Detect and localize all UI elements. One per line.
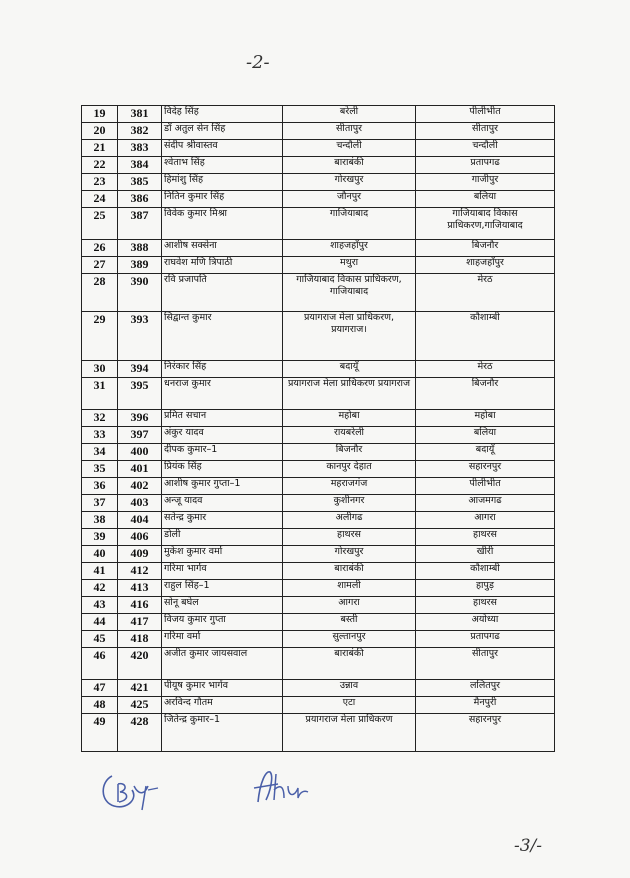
next-page-marker: -3/-	[514, 836, 543, 856]
table-row	[82, 680, 555, 697]
table-row	[82, 597, 555, 614]
table-row	[82, 140, 555, 157]
to-district-cell: कौशाम्बी	[416, 312, 555, 361]
from-district-cell: महोबा	[283, 410, 416, 427]
serial-number-cell: 41	[82, 563, 118, 580]
to-district-cell: प्रतापगढ	[416, 157, 555, 174]
serial-number-cell: 35	[82, 461, 118, 478]
table-row	[82, 274, 555, 312]
to-district-cell: प्रतापगढ	[416, 631, 555, 648]
from-district-cell: आगरा	[283, 597, 416, 614]
serial-number-cell: 45	[82, 631, 118, 648]
table-row	[82, 631, 555, 648]
name-cell: सिद्वान्त कुमार	[162, 312, 283, 361]
to-district-cell: मेरठ	[416, 274, 555, 312]
roll-number-cell: 412	[118, 563, 162, 580]
name-cell: विजय कुमार गुप्ता	[162, 614, 283, 631]
to-district-cell: आजमगढ	[416, 495, 555, 512]
name-cell: अजीत कुमार जायसवाल	[162, 648, 283, 680]
serial-number-cell: 36	[82, 478, 118, 495]
serial-number-cell: 39	[82, 529, 118, 546]
name-cell: सोनू बघेल	[162, 597, 283, 614]
serial-number-cell: 28	[82, 274, 118, 312]
from-district-cell: एटा	[283, 697, 416, 714]
name-cell: सतेन्द्र कुमार	[162, 512, 283, 529]
to-district-cell: चन्दौली	[416, 140, 555, 157]
name-cell: संदीप श्रीवास्तव	[162, 140, 283, 157]
from-district-cell: सुल्तानपुर	[283, 631, 416, 648]
serial-number-cell: 37	[82, 495, 118, 512]
from-district-cell: कानपुर देहात	[283, 461, 416, 478]
signature-left	[98, 768, 178, 818]
serial-number-cell: 34	[82, 444, 118, 461]
table-row	[82, 106, 555, 123]
to-district-cell: हाथरस	[416, 529, 555, 546]
roll-number-cell: 400	[118, 444, 162, 461]
table-row	[82, 123, 555, 140]
to-district-cell: बलिया	[416, 191, 555, 208]
serial-number-cell: 22	[82, 157, 118, 174]
name-cell: निरंकार सिंह	[162, 361, 283, 378]
from-district-cell: बिजनौर	[283, 444, 416, 461]
roll-number-cell: 381	[118, 106, 162, 123]
from-district-cell: चन्दौली	[283, 140, 416, 157]
name-cell: हिमांशु सिंह	[162, 174, 283, 191]
from-district-cell: बाराबंकी	[283, 563, 416, 580]
roll-number-cell: 404	[118, 512, 162, 529]
roll-number-cell: 396	[118, 410, 162, 427]
table-row	[82, 208, 555, 240]
from-district-cell: मथुरा	[283, 257, 416, 274]
roll-number-cell: 416	[118, 597, 162, 614]
roll-number-cell: 425	[118, 697, 162, 714]
table-row	[82, 257, 555, 274]
table-row	[82, 495, 555, 512]
serial-number-cell: 19	[82, 106, 118, 123]
name-cell: विवेक कुमार मिश्रा	[162, 208, 283, 240]
from-district-cell: महराजगंज	[283, 478, 416, 495]
to-district-cell: सहारनपुर	[416, 714, 555, 752]
from-district-cell: बाराबंकी	[283, 648, 416, 680]
roll-number-cell: 397	[118, 427, 162, 444]
table-row	[82, 378, 555, 410]
name-cell: राहुल सिंह–1	[162, 580, 283, 597]
roll-number-cell: 383	[118, 140, 162, 157]
table-row	[82, 427, 555, 444]
serial-number-cell: 30	[82, 361, 118, 378]
table-row	[82, 410, 555, 427]
name-cell: राघवेश मणि त्रिपाठी	[162, 257, 283, 274]
name-cell: नितिन कुमार सिंह	[162, 191, 283, 208]
roll-number-cell: 384	[118, 157, 162, 174]
table-row	[82, 361, 555, 378]
roll-number-cell: 395	[118, 378, 162, 410]
from-district-cell: शाहजहाँपुर	[283, 240, 416, 257]
name-cell: डॉ अतुल सेन सिंह	[162, 123, 283, 140]
name-cell: प्रमित सचान	[162, 410, 283, 427]
to-district-cell: शाहजहाँपुर	[416, 257, 555, 274]
serial-number-cell: 33	[82, 427, 118, 444]
to-district-cell: बिजनौर	[416, 378, 555, 410]
to-district-cell: बिजनौर	[416, 240, 555, 257]
serial-number-cell: 29	[82, 312, 118, 361]
serial-number-cell: 32	[82, 410, 118, 427]
name-cell: अरविन्द गौतम	[162, 697, 283, 714]
name-cell: गरिमा वर्मा	[162, 631, 283, 648]
roll-number-cell: 417	[118, 614, 162, 631]
to-district-cell: पीलीभीत	[416, 478, 555, 495]
table-row	[82, 614, 555, 631]
table-row	[82, 529, 555, 546]
roll-number-cell: 403	[118, 495, 162, 512]
from-district-cell: गोरखपुर	[283, 174, 416, 191]
transfer-table	[81, 105, 555, 752]
serial-number-cell: 43	[82, 597, 118, 614]
table-row	[82, 580, 555, 597]
to-district-cell: खीरी	[416, 546, 555, 563]
table-row	[82, 648, 555, 680]
table-row	[82, 714, 555, 752]
roll-number-cell: 421	[118, 680, 162, 697]
name-cell: धनराज कुमार	[162, 378, 283, 410]
from-district-cell: प्रयागराज मेला प्राधिकरण, प्रयागराज।	[283, 312, 416, 361]
table-row	[82, 157, 555, 174]
roll-number-cell: 428	[118, 714, 162, 752]
roll-number-cell: 390	[118, 274, 162, 312]
to-district-cell: बदायूँ	[416, 444, 555, 461]
serial-number-cell: 46	[82, 648, 118, 680]
serial-number-cell: 44	[82, 614, 118, 631]
roll-number-cell: 401	[118, 461, 162, 478]
to-district-cell: हापुड़	[416, 580, 555, 597]
roll-number-cell: 418	[118, 631, 162, 648]
name-cell: रवि प्रजापति	[162, 274, 283, 312]
from-district-cell: बस्ती	[283, 614, 416, 631]
serial-number-cell: 20	[82, 123, 118, 140]
name-cell: श्वेताभ सिंह	[162, 157, 283, 174]
table-row	[82, 240, 555, 257]
to-district-cell: गाजियाबाद विकास प्राधिकरण,गाजियाबाद	[416, 208, 555, 240]
from-district-cell: हाथरस	[283, 529, 416, 546]
table-row	[82, 546, 555, 563]
to-district-cell: बलिया	[416, 427, 555, 444]
signature-right	[244, 762, 324, 812]
roll-number-cell: 385	[118, 174, 162, 191]
table-row	[82, 478, 555, 495]
to-district-cell: आगरा	[416, 512, 555, 529]
serial-number-cell: 23	[82, 174, 118, 191]
from-district-cell: सीतापुर	[283, 123, 416, 140]
roll-number-cell: 394	[118, 361, 162, 378]
from-district-cell: प्रयागराज मेला प्राधिकरण	[283, 714, 416, 752]
roll-number-cell: 402	[118, 478, 162, 495]
roll-number-cell: 387	[118, 208, 162, 240]
to-district-cell: अयोध्या	[416, 614, 555, 631]
roll-number-cell: 393	[118, 312, 162, 361]
serial-number-cell: 24	[82, 191, 118, 208]
roll-number-cell: 382	[118, 123, 162, 140]
serial-number-cell: 21	[82, 140, 118, 157]
name-cell: मुकेश कुमार वर्मा	[162, 546, 283, 563]
serial-number-cell: 27	[82, 257, 118, 274]
from-district-cell: बाराबंकी	[283, 157, 416, 174]
page-number-marker: -2-	[246, 52, 270, 73]
to-district-cell: सीतापुर	[416, 123, 555, 140]
roll-number-cell: 406	[118, 529, 162, 546]
table-row	[82, 512, 555, 529]
name-cell: डोली	[162, 529, 283, 546]
roll-number-cell: 409	[118, 546, 162, 563]
from-district-cell: गोरखपुर	[283, 546, 416, 563]
name-cell: प्रियंक सिंह	[162, 461, 283, 478]
roll-number-cell: 420	[118, 648, 162, 680]
from-district-cell: शामली	[283, 580, 416, 597]
roll-number-cell: 386	[118, 191, 162, 208]
from-district-cell: बरेली	[283, 106, 416, 123]
serial-number-cell: 38	[82, 512, 118, 529]
to-district-cell: महोबा	[416, 410, 555, 427]
serial-number-cell: 42	[82, 580, 118, 597]
to-district-cell: पीलीभीत	[416, 106, 555, 123]
to-district-cell: मैनपुरी	[416, 697, 555, 714]
from-district-cell: गाजियाबाद	[283, 208, 416, 240]
table-row	[82, 697, 555, 714]
table-row	[82, 461, 555, 478]
from-district-cell: उन्नाव	[283, 680, 416, 697]
to-district-cell: सीतापुर	[416, 648, 555, 680]
name-cell: आशीष सक्सेना	[162, 240, 283, 257]
table-row	[82, 563, 555, 580]
from-district-cell: जौनपुर	[283, 191, 416, 208]
from-district-cell: रायबरेली	[283, 427, 416, 444]
to-district-cell: मेरठ	[416, 361, 555, 378]
name-cell: दीपक कुमार–1	[162, 444, 283, 461]
table-row	[82, 312, 555, 361]
name-cell: अन्जू यादव	[162, 495, 283, 512]
roll-number-cell: 389	[118, 257, 162, 274]
serial-number-cell: 31	[82, 378, 118, 410]
serial-number-cell: 49	[82, 714, 118, 752]
to-district-cell: कौशाम्बी	[416, 563, 555, 580]
to-district-cell: ललितपुर	[416, 680, 555, 697]
table-body	[82, 106, 555, 752]
serial-number-cell: 25	[82, 208, 118, 240]
to-district-cell: गाजीपुर	[416, 174, 555, 191]
roll-number-cell: 413	[118, 580, 162, 597]
from-district-cell: प्रयागराज मेला प्राधिकरण प्रयागराज	[283, 378, 416, 410]
serial-number-cell: 26	[82, 240, 118, 257]
name-cell: आशीष कुमार गुप्ता–1	[162, 478, 283, 495]
serial-number-cell: 47	[82, 680, 118, 697]
serial-number-cell: 40	[82, 546, 118, 563]
from-district-cell: बदायूँ	[283, 361, 416, 378]
table-row	[82, 191, 555, 208]
serial-number-cell: 48	[82, 697, 118, 714]
name-cell: गरिमा भार्गव	[162, 563, 283, 580]
table-row	[82, 444, 555, 461]
table-row	[82, 174, 555, 191]
to-district-cell: हाथरस	[416, 597, 555, 614]
to-district-cell: सहारनपुर	[416, 461, 555, 478]
name-cell: विदेह सिंह	[162, 106, 283, 123]
roll-number-cell: 388	[118, 240, 162, 257]
from-district-cell: अलीगढ	[283, 512, 416, 529]
from-district-cell: गाजियाबाद विकास प्राधिकरण, गाजियाबाद	[283, 274, 416, 312]
name-cell: अंकुर यादव	[162, 427, 283, 444]
name-cell: जितेन्द्र कुमार–1	[162, 714, 283, 752]
name-cell: पीयूष कुमार भार्गव	[162, 680, 283, 697]
from-district-cell: कुशीनगर	[283, 495, 416, 512]
